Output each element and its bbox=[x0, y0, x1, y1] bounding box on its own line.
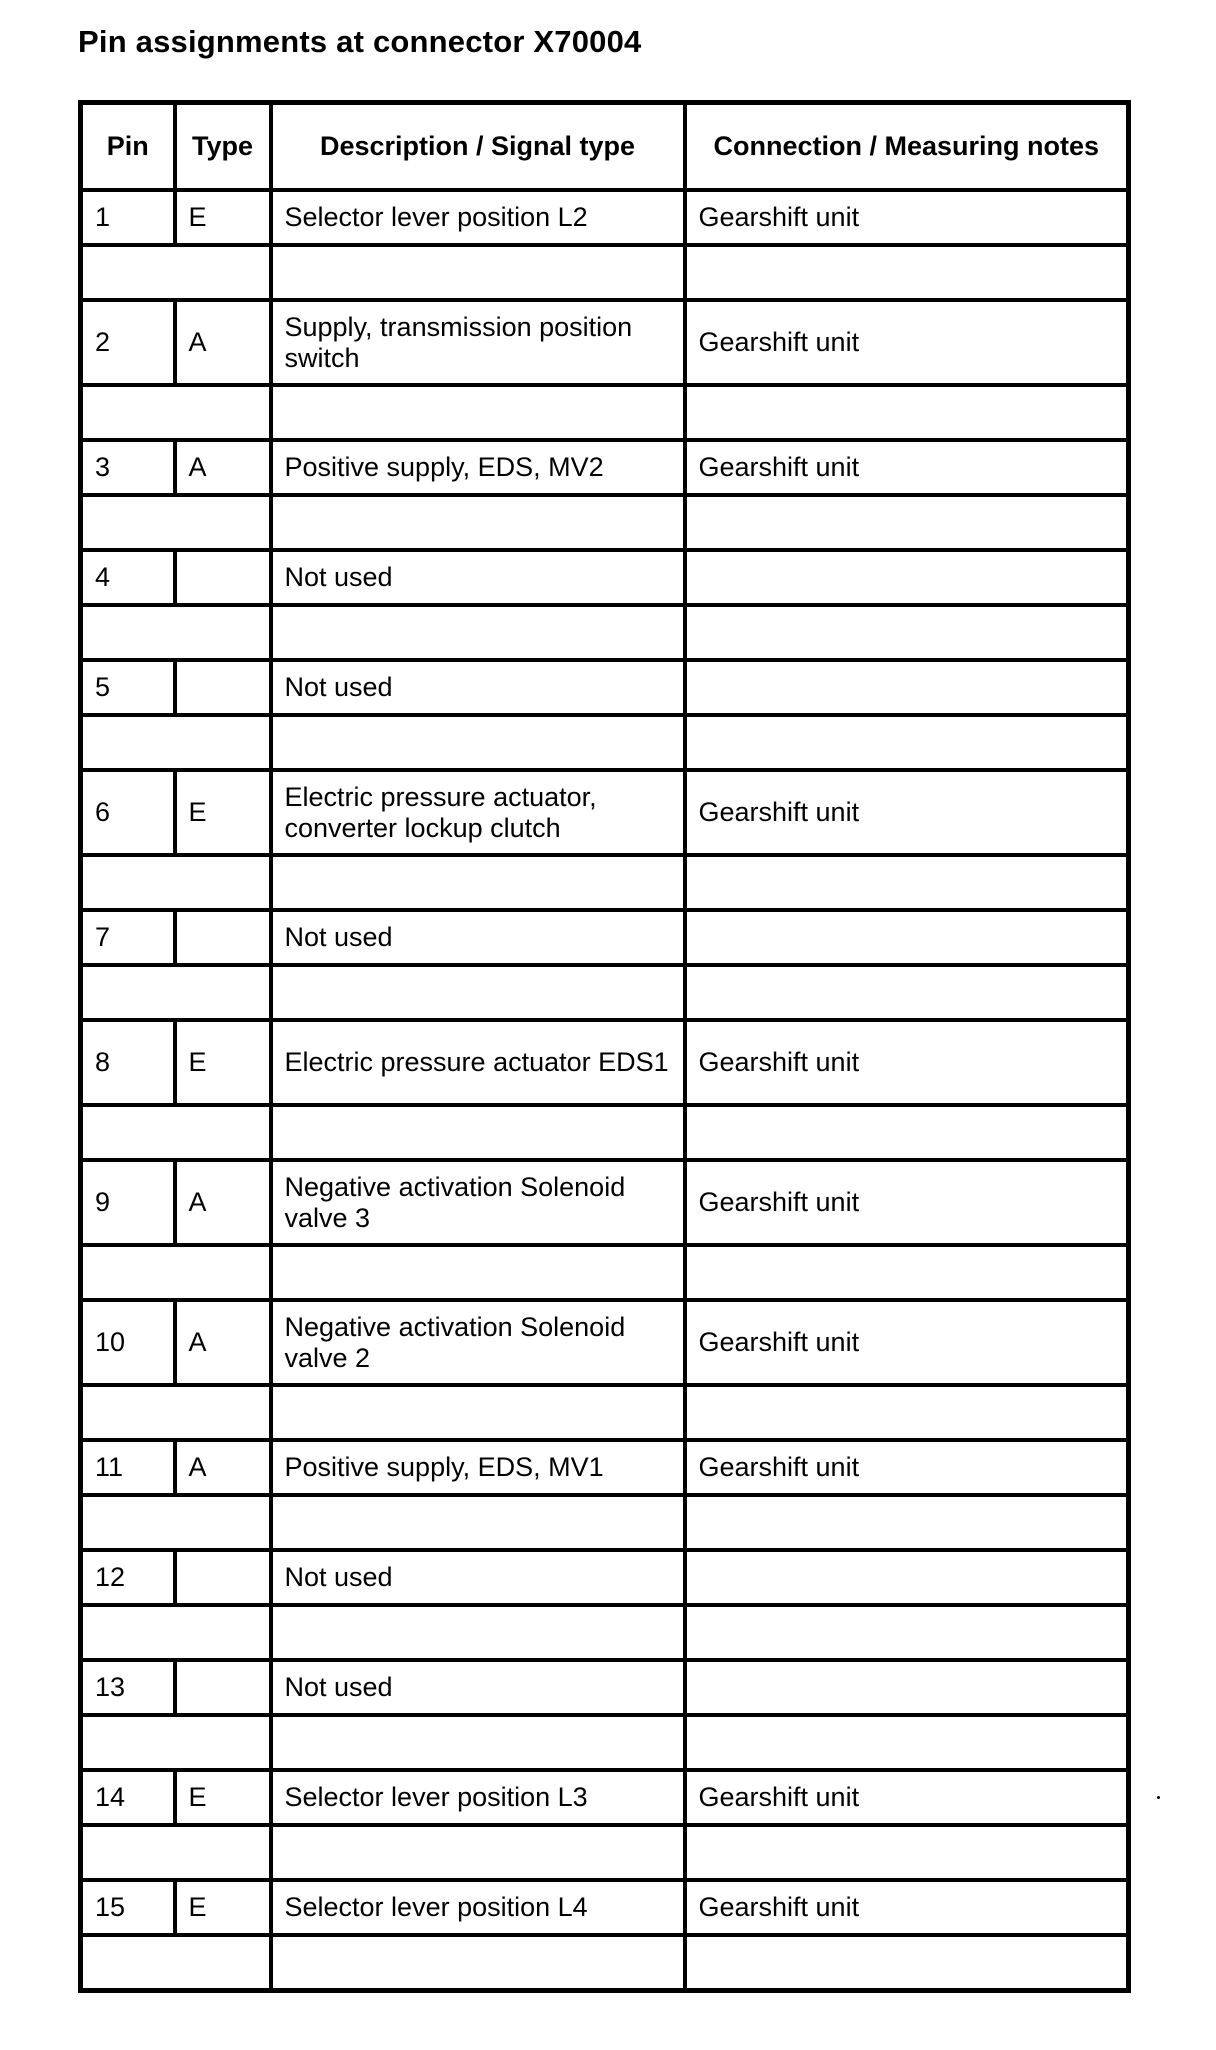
spacer-row bbox=[81, 1715, 1129, 1770]
table-row bbox=[81, 770, 1129, 855]
spacer-row bbox=[81, 965, 1129, 1020]
type-cell: A bbox=[175, 1160, 271, 1245]
pin-cell: 12 bbox=[81, 1550, 175, 1605]
connection-cell: Gearshift unit bbox=[685, 440, 1129, 495]
pin-cell: 9 bbox=[81, 1160, 175, 1245]
spacer-row bbox=[81, 245, 1129, 300]
table-row bbox=[81, 1770, 1129, 1825]
description-cell: Selector lever position L3 bbox=[271, 1770, 685, 1825]
table-row bbox=[81, 1550, 1129, 1605]
type-cell: E bbox=[175, 1880, 271, 1935]
pin-cell: 6 bbox=[81, 770, 175, 855]
table-row bbox=[81, 300, 1129, 385]
description-cell: Not used bbox=[271, 550, 685, 605]
pin-cell: 10 bbox=[81, 1300, 175, 1385]
table-row bbox=[81, 910, 1129, 965]
pin-cell: 15 bbox=[81, 1880, 175, 1935]
pin-cell: 7 bbox=[81, 910, 175, 965]
connection-cell bbox=[685, 910, 1129, 965]
connection-cell bbox=[685, 1550, 1129, 1605]
column-header-connection: Connection / Measuring notes bbox=[685, 103, 1129, 191]
connection-cell: Gearshift unit bbox=[685, 770, 1129, 855]
spacer-row bbox=[81, 715, 1129, 770]
type-cell: E bbox=[175, 1020, 271, 1105]
table-row bbox=[81, 1440, 1129, 1495]
connection-cell: Gearshift unit bbox=[685, 1440, 1129, 1495]
type-cell: A bbox=[175, 300, 271, 385]
spacer-row bbox=[81, 495, 1129, 550]
description-cell: Negative activation Solenoid valve 3 bbox=[271, 1160, 685, 1245]
pin-cell: 4 bbox=[81, 550, 175, 605]
connection-cell: Gearshift unit bbox=[685, 190, 1129, 245]
connection-cell: Gearshift unit bbox=[685, 1300, 1129, 1385]
type-cell: A bbox=[175, 440, 271, 495]
column-header-type: Type bbox=[175, 103, 271, 191]
column-header-pin: Pin bbox=[81, 103, 175, 191]
table-body bbox=[81, 190, 1129, 1991]
description-cell: Positive supply, EDS, MV1 bbox=[271, 1440, 685, 1495]
spacer-row bbox=[81, 1935, 1129, 1991]
pin-cell: 3 bbox=[81, 440, 175, 495]
spacer-row bbox=[81, 855, 1129, 910]
connection-cell: Gearshift unit bbox=[685, 1770, 1129, 1825]
connection-cell: Gearshift unit bbox=[685, 1020, 1129, 1105]
pin-cell: 5 bbox=[81, 660, 175, 715]
description-cell: Not used bbox=[271, 1660, 685, 1715]
description-cell: Electric pressure actuator, converter lockup clutch bbox=[271, 770, 685, 855]
pin-cell: 1 bbox=[81, 190, 175, 245]
type-cell: A bbox=[175, 1440, 271, 1495]
spacer-row bbox=[81, 1385, 1129, 1440]
description-cell: Not used bbox=[271, 1550, 685, 1605]
description-cell: Not used bbox=[271, 660, 685, 715]
column-header-description: Description / Signal type bbox=[271, 103, 685, 191]
pin-cell: 14 bbox=[81, 1770, 175, 1825]
table-row bbox=[81, 1880, 1129, 1935]
table-row bbox=[81, 1660, 1129, 1715]
description-cell: Negative activation Solenoid valve 2 bbox=[271, 1300, 685, 1385]
spacer-row bbox=[81, 1495, 1129, 1550]
connection-cell bbox=[685, 660, 1129, 715]
table-row bbox=[81, 1020, 1129, 1105]
description-cell: Not used bbox=[271, 910, 685, 965]
type-cell bbox=[175, 1550, 271, 1605]
spacer-row bbox=[81, 1605, 1129, 1660]
type-cell: A bbox=[175, 1300, 271, 1385]
pin-cell: 2 bbox=[81, 300, 175, 385]
spacer-row bbox=[81, 1825, 1129, 1880]
type-cell bbox=[175, 1660, 271, 1715]
type-cell: E bbox=[175, 1770, 271, 1825]
table-row bbox=[81, 190, 1129, 245]
connection-cell: Gearshift unit bbox=[685, 1160, 1129, 1245]
spacer-row bbox=[81, 385, 1129, 440]
spacer-row bbox=[81, 1245, 1129, 1300]
table-row bbox=[81, 550, 1129, 605]
connection-cell bbox=[685, 550, 1129, 605]
connection-cell: Gearshift unit bbox=[685, 300, 1129, 385]
description-cell: Supply, transmission position switch bbox=[271, 300, 685, 385]
description-cell: Electric pressure actuator EDS1 bbox=[271, 1020, 685, 1105]
page-title: Pin assignments at connector X70004 bbox=[78, 24, 642, 59]
pin-assignment-table bbox=[78, 100, 1131, 1993]
table-row bbox=[81, 1300, 1129, 1385]
table-row bbox=[81, 440, 1129, 495]
description-cell: Selector lever position L2 bbox=[271, 190, 685, 245]
type-cell bbox=[175, 550, 271, 605]
type-cell bbox=[175, 660, 271, 715]
pin-cell: 11 bbox=[81, 1440, 175, 1495]
table-row bbox=[81, 660, 1129, 715]
table-header-row bbox=[81, 103, 1129, 191]
connection-cell: Gearshift unit bbox=[685, 1880, 1129, 1935]
table-row bbox=[81, 1160, 1129, 1245]
type-cell: E bbox=[175, 770, 271, 855]
spacer-row bbox=[81, 1105, 1129, 1160]
type-cell bbox=[175, 910, 271, 965]
description-cell: Positive supply, EDS, MV2 bbox=[271, 440, 685, 495]
connection-cell bbox=[685, 1660, 1129, 1715]
spacer-row bbox=[81, 605, 1129, 660]
stray-dot-mark bbox=[1157, 1796, 1160, 1799]
type-cell: E bbox=[175, 190, 271, 245]
pin-cell: 13 bbox=[81, 1660, 175, 1715]
pin-cell: 8 bbox=[81, 1020, 175, 1105]
description-cell: Selector lever position L4 bbox=[271, 1880, 685, 1935]
